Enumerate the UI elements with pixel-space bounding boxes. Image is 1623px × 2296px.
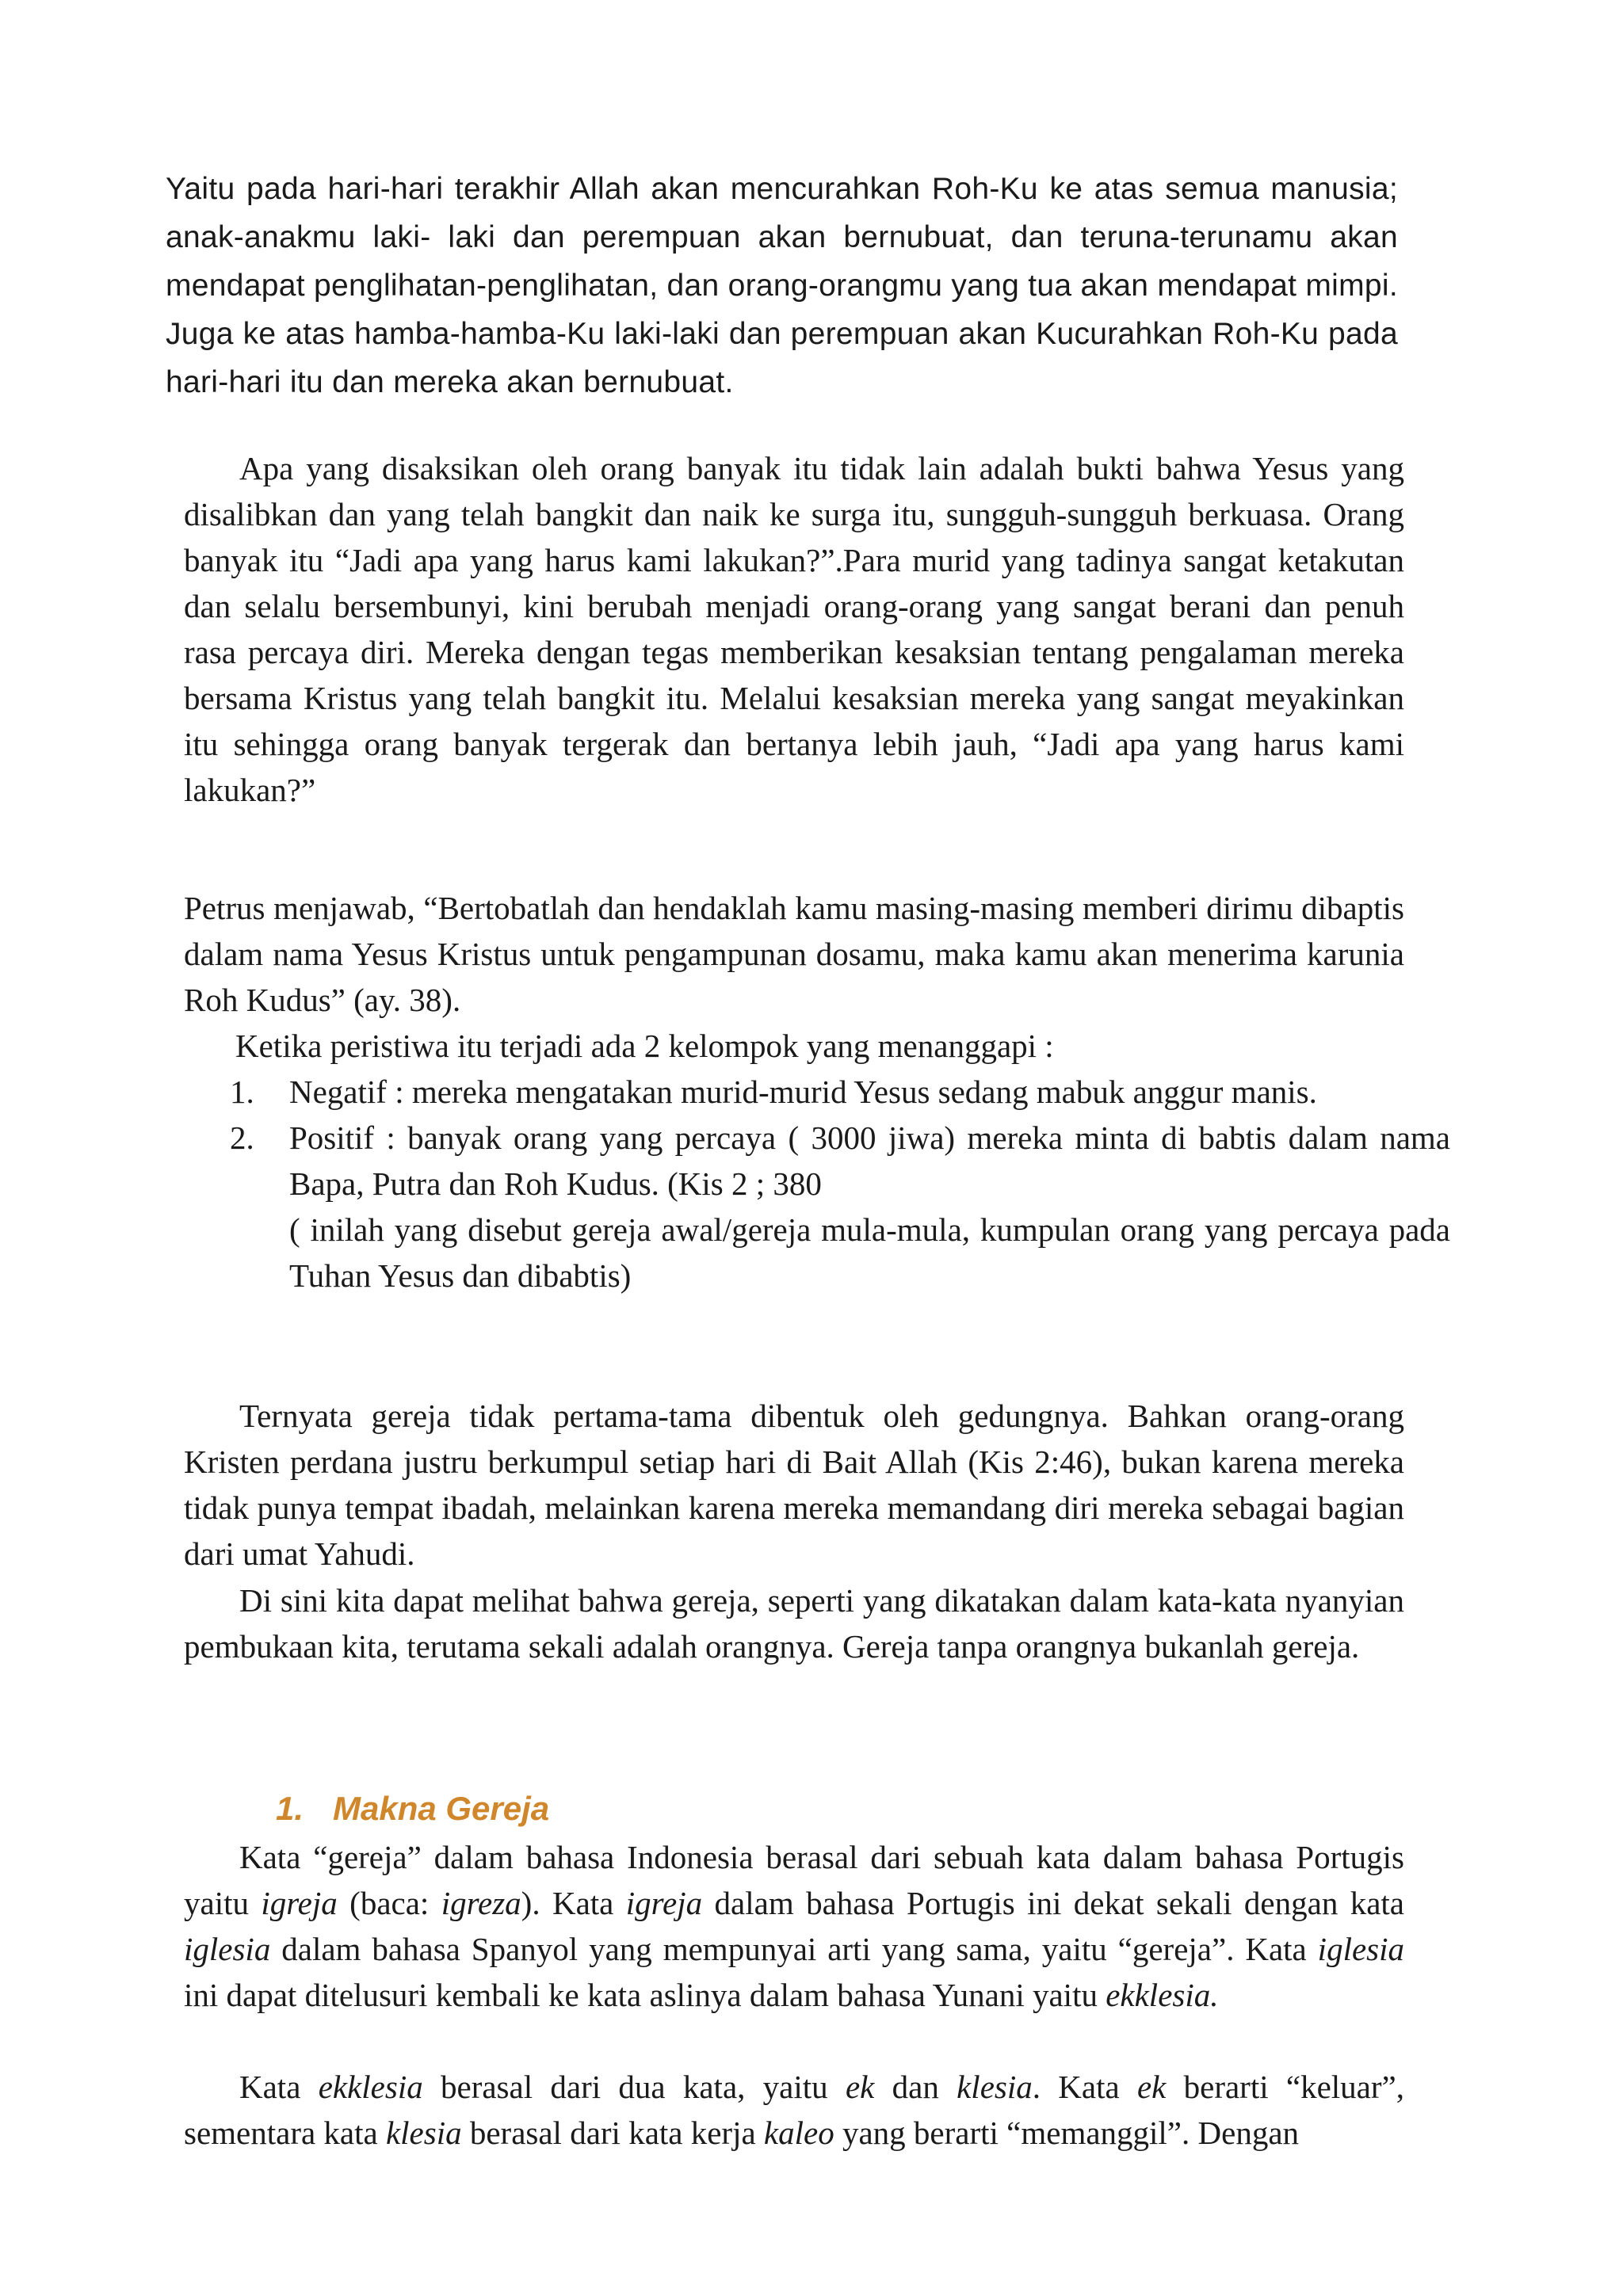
list-item-text: Negatif : mereka mengatakan murid-murid Yesus sedang mabuk anggur manis. [289, 1074, 1317, 1110]
section-number: 1. [276, 1790, 304, 1827]
list-item [230, 1069, 1450, 1115]
list-note: ( inilah yang disebut gereja awal/gereja mula-mula, kumpulan orang yang percaya pada Tuhan Yesus dan dibabtis) [289, 1211, 1450, 1294]
list-item [230, 1115, 1450, 1207]
list-number: 2. [230, 1119, 254, 1156]
list-intro: Ketika peristiwa itu terjadi ada 2 kelompok yang menanggapi : [235, 1028, 1054, 1064]
body-paragraph-ekklesia: Kata ekklesia berasal dari dua kata, yaitu ek dan klesia. Kata ek berarti “keluar”, sementara kata klesia berasal dari kata kerja kaleo yang berarti “memanggil”. Dengan [184, 2069, 1404, 2151]
quote-paragraph: Yaitu pada hari-hari terakhir Allah akan mencurahkan Roh-Ku ke atas semua manusia; anak-anakmu laki- laki dan perempuan akan bernubuat, dan teruna-terunamu akan mendapat penglihatan-penglihatan, dan orang-orangmu yang tua akan mendapat mimpi. Juga ke atas hamba-hamba-Ku laki-laki dan perempuan akan Kucurahkan Roh-Ku pada hari-hari itu dan mereka akan bernubuat. [166, 172, 1399, 399]
body-paragraph-gedung: Ternyata gereja tidak pertama-tama dibentuk oleh gedungnya. Bahkan orang-orang Kristen perdana justru berkumpul setiap hari di Bait Allah (Kis 2:46), bukan karena mereka tidak punya tempat ibadah, melainkan karena mereka memandang diri mereka sebagai bagian dari umat Yahudi. [184, 1398, 1404, 1572]
section-heading [276, 1786, 549, 1832]
body-paragraph-petrus: Petrus menjawab, “Bertobatlah dan hendaklah kamu masing-masing memberi dirimu dibaptis dalam nama Yesus Kristus untuk pengampunan dosamu, maka kamu akan menerima karunia Roh Kudus” (ay. 38). [184, 890, 1404, 1018]
list-item-text: Positif : banyak orang yang percaya ( 3000 jiwa) mereka minta di babtis dalam nama Bapa, Putra dan Roh Kudus. (Kis 2 ; 380 [289, 1119, 1450, 1202]
list-number: 1. [230, 1074, 254, 1110]
body-paragraph-orangnya: Di sini kita dapat melihat bahwa gereja, seperti yang dikatakan dalam kata-kata nyanyian pembukaan kita, terutama sekali adalah orangnya. Gereja tanpa orangnya bukanlah gereja. [184, 1582, 1404, 1665]
section-title: Makna Gereja [333, 1790, 550, 1827]
body-paragraph-etymology: Kata “gereja” dalam bahasa Indonesia berasal dari sebuah kata dalam bahasa Portugis yaitu igreja (baca: igreza). Kata igreja dalam bahasa Portugis ini dekat sekali dengan kata iglesia dalam bahasa Spanyol yang mempunyai arti yang sama, yaitu “gereja”. Kata iglesia ini dapat ditelusuri kembali ke kata aslinya dalam bahasa Yunani yaitu ekklesia. [184, 1839, 1404, 2013]
body-paragraph-testimony: Apa yang disaksikan oleh orang banyak itu tidak lain adalah bukti bahwa Yesus yang disalibkan dan yang telah bangkit dan naik ke surga itu, sungguh-sungguh berkuasa. Orang banyak itu “Jadi apa yang harus kami lakukan?”.Para murid yang tadinya sangat ketakutan dan selalu bersembunyi, kini berubah menjadi orang-orang yang sangat berani dan penuh rasa percaya diri. Mereka dengan tegas memberikan kesaksian tentang pengalaman mereka bersama Kristus yang telah bangkit itu. Melalui kesaksian mereka yang sangat meyakinkan itu sehingga orang banyak tergerak dan bertanya lebih jauh, “Jadi apa yang harus kami lakukan?” [184, 450, 1404, 808]
